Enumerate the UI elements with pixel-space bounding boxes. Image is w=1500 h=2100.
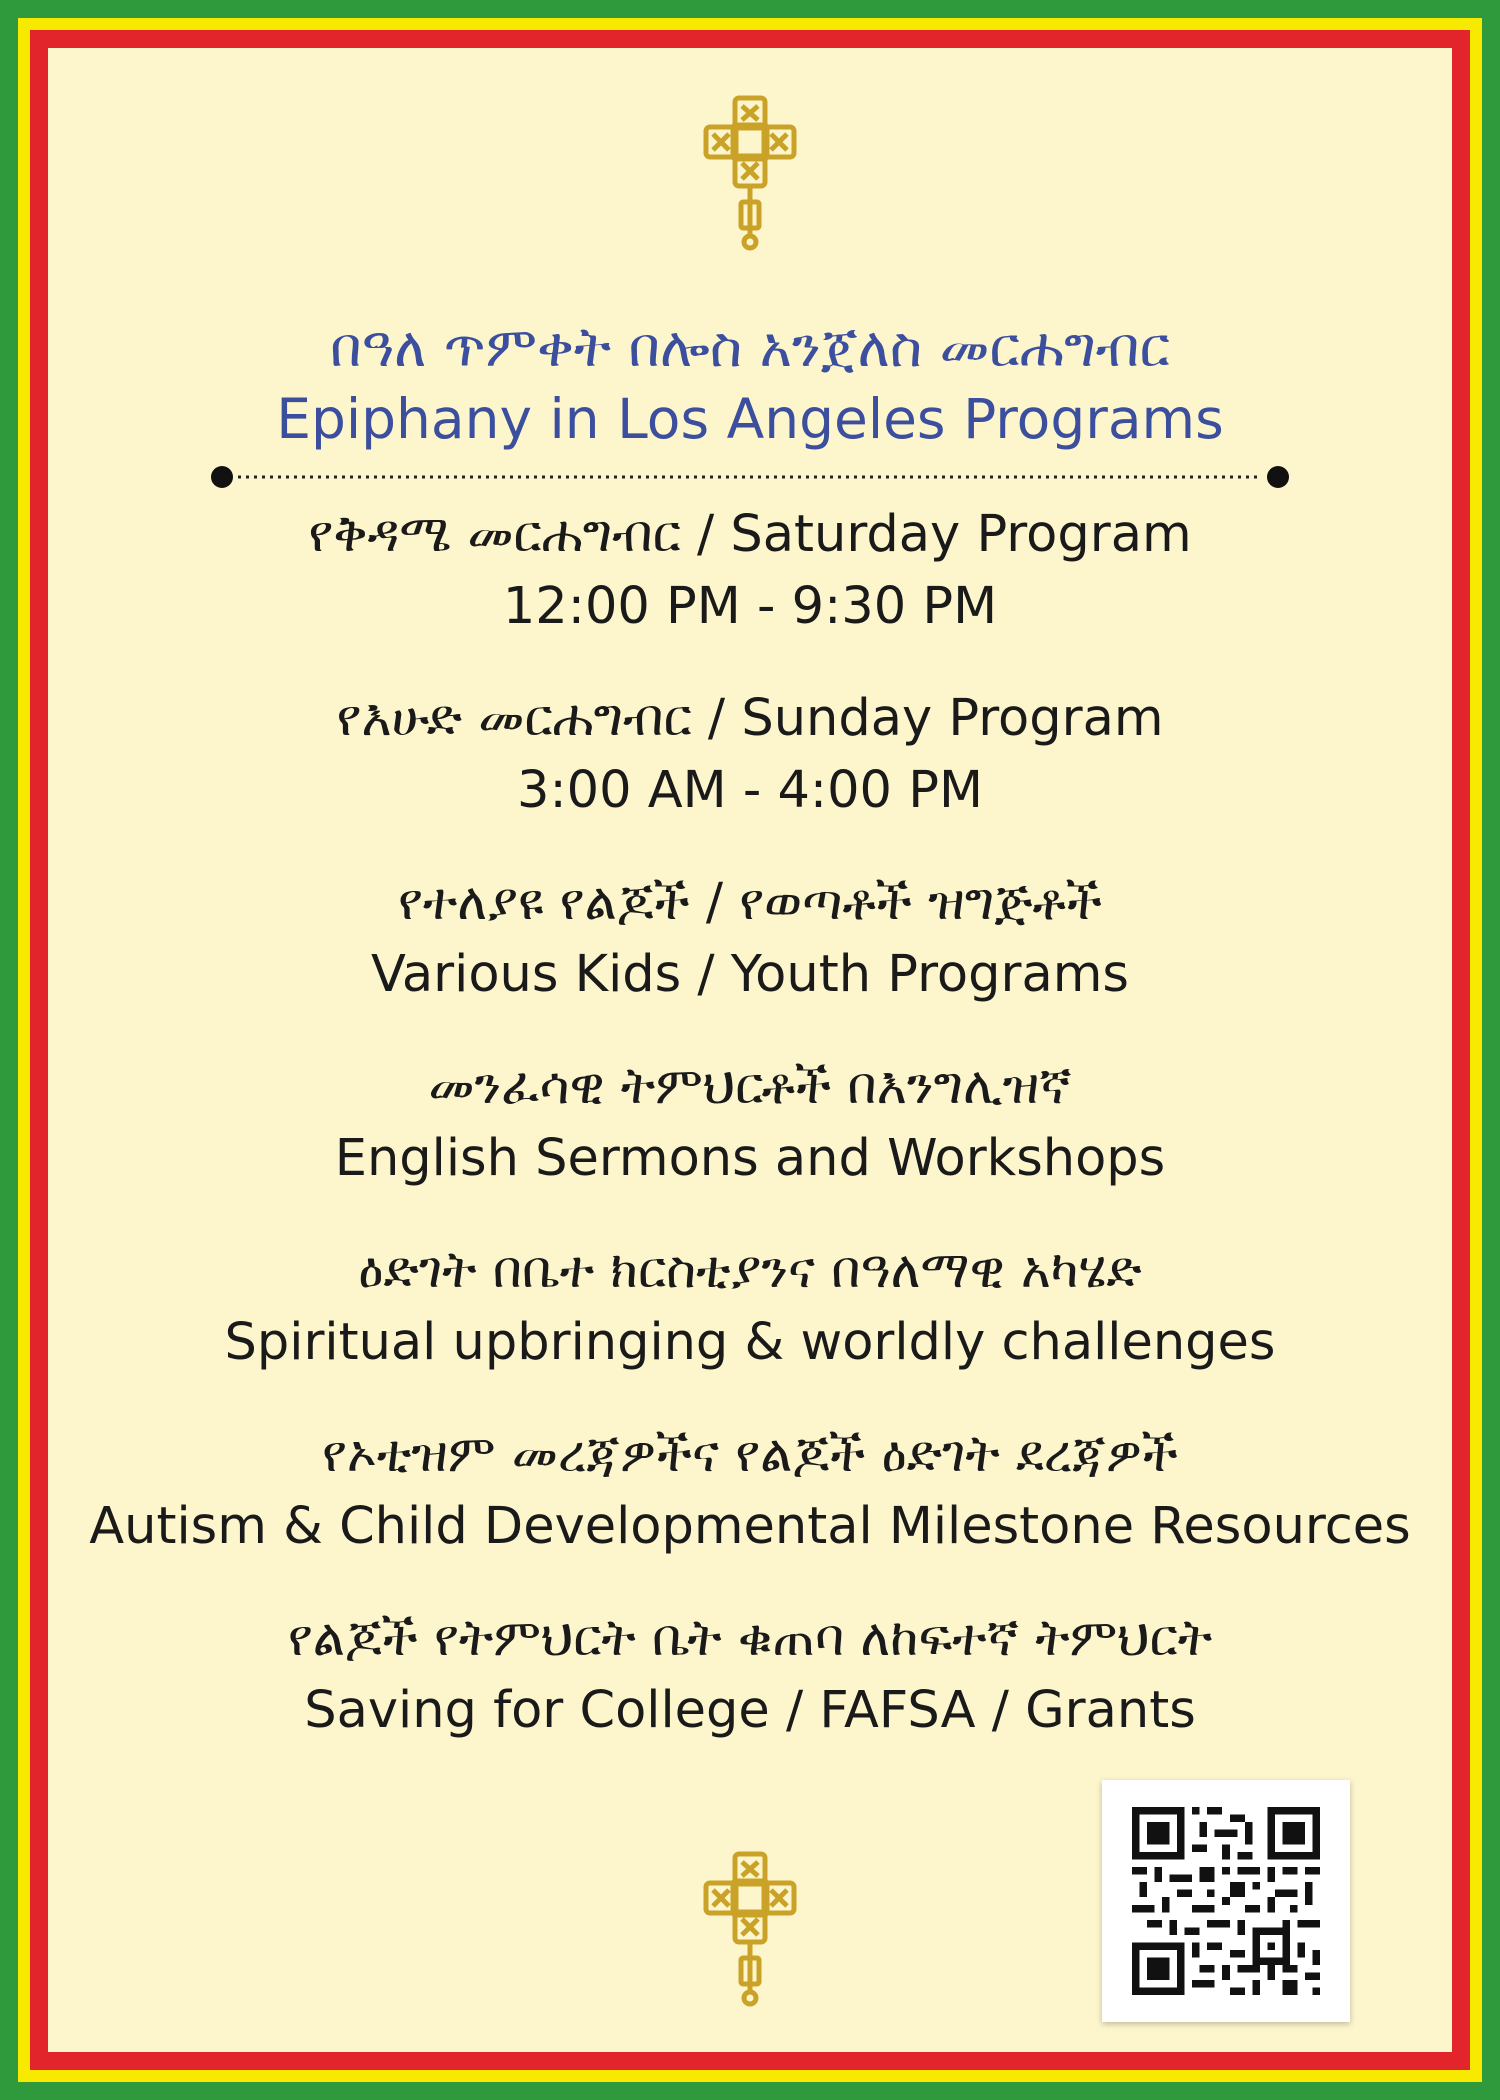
ethiopian-cross-icon — [700, 92, 800, 252]
kids-youth-english: Various Kids / Youth Programs — [371, 945, 1129, 1004]
upbringing-amharic: ዕድገት በቤተ ክርስቲያንና በዓለማዊ አካሄድ — [358, 1241, 1142, 1300]
sunday-program-time: 3:00 AM - 4:00 PM — [517, 761, 983, 820]
kids-youth-amharic: የተለያዩ የልጆች / የወጣቶች ዝግጅቶች — [397, 873, 1103, 932]
autism-amharic: የኦቲዝም መረጃዎችና የልጆች ዕድገት ደረጃዎች — [322, 1425, 1178, 1484]
dotted-divider — [210, 465, 1290, 489]
autism-english: Autism & Child Developmental Milestone Resources — [89, 1497, 1411, 1556]
qr-code[interactable] — [1102, 1780, 1350, 2022]
sermons-amharic: መንፈሳዊ ትምህርቶች በእንግሊዝኛ — [428, 1057, 1072, 1116]
saturday-program-time: 12:00 PM - 9:30 PM — [502, 577, 998, 636]
title-english: Epiphany in Los Angeles Programs — [276, 387, 1224, 451]
sunday-program-label: የእሁድ መርሐግብር / Sunday Program — [336, 689, 1164, 748]
title-amharic: በዓለ ጥምቀት በሎስ አንጀለስ መርሐግብር — [330, 315, 1170, 379]
college-savings-amharic: የልጆች የትምህርት ቤት ቁጠባ ለከፍተኛ ትምህርት — [287, 1609, 1213, 1668]
saturday-program-label: የቅዳሜ መርሐግብር / Saturday Program — [308, 505, 1192, 564]
college-savings-english: Saving for College / FAFSA / Grants — [304, 1681, 1196, 1740]
qr-code-icon — [1132, 1807, 1320, 1995]
sermons-english: English Sermons and Workshops — [334, 1129, 1166, 1188]
upbringing-english: Spiritual upbringing & worldly challenges — [224, 1313, 1276, 1372]
ethiopian-cross-icon — [700, 1848, 800, 2008]
